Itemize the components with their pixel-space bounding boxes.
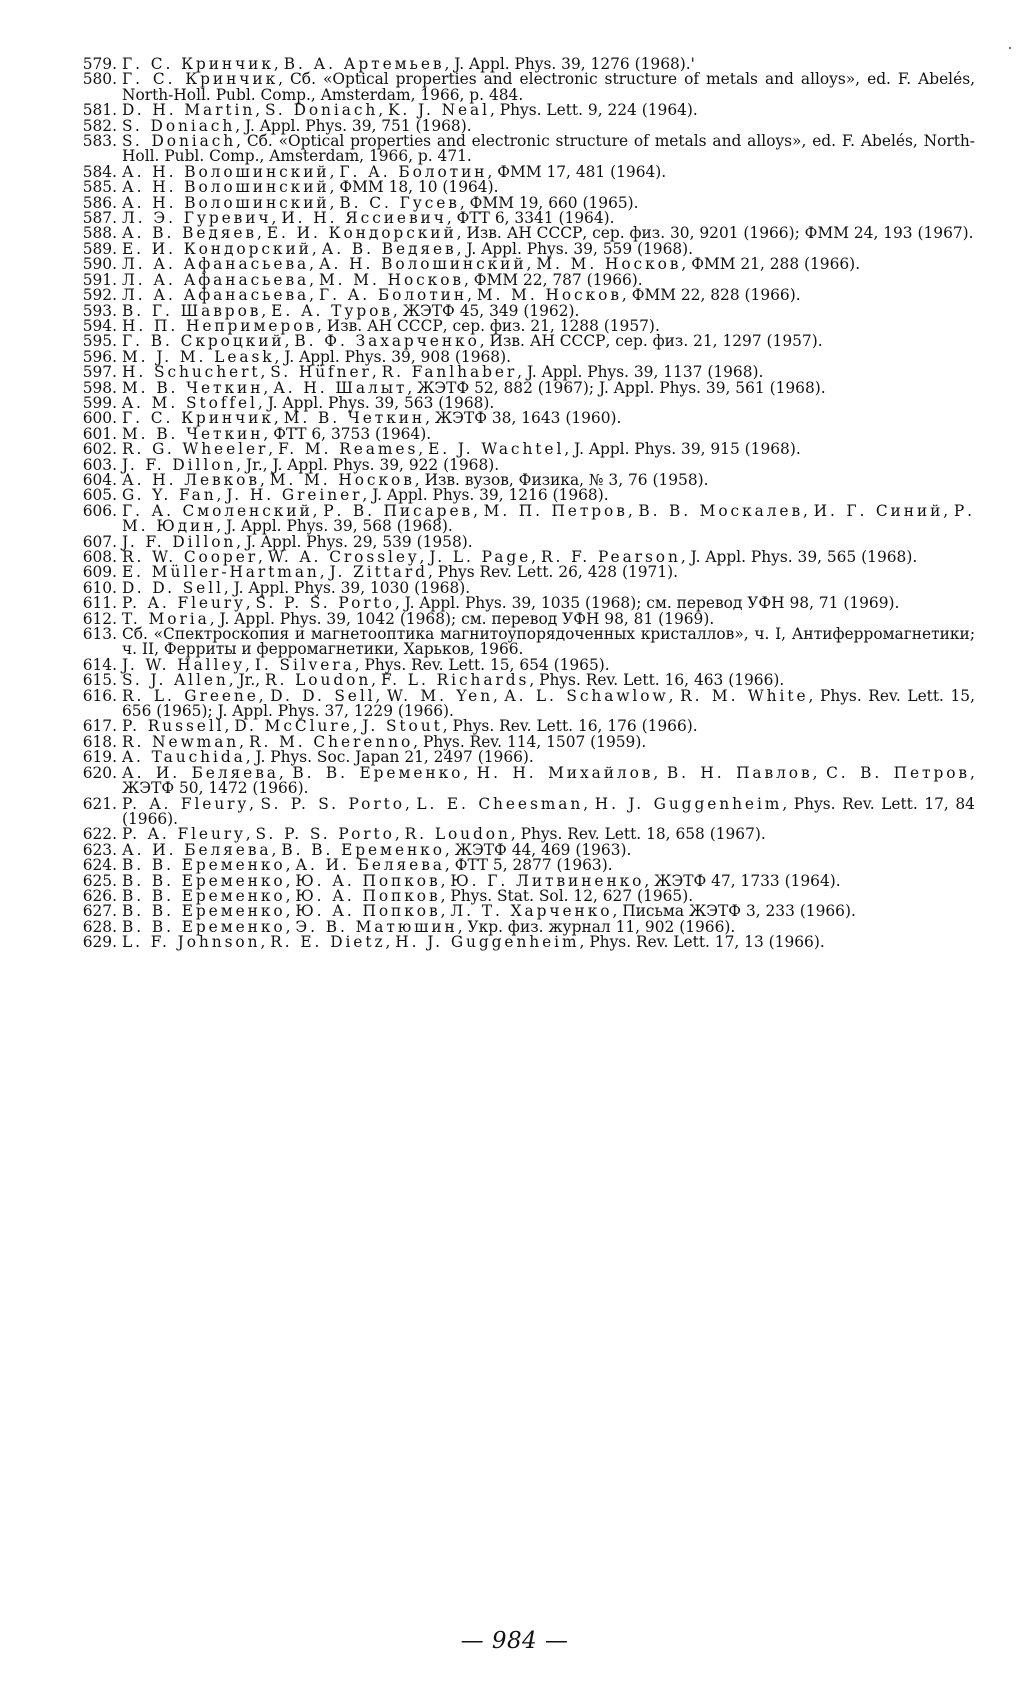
reference-number: 602.: [82, 440, 117, 459]
author-name: R. Newman: [122, 732, 240, 751]
author-name: Г. С. Кринчик: [122, 409, 274, 428]
author-name: A. L. Schawlow: [504, 686, 669, 705]
author-name: S. Doniach: [122, 132, 237, 151]
citation-text: , ФММ 17, 481 (1964).: [487, 162, 667, 181]
reference-item: [75, 794, 975, 828]
citation-text: , Phys. Rev. Lett. 16, 463 (1966).: [529, 671, 785, 690]
citation-text: , J. Appl. Phys. 29, 539 (1958).: [236, 532, 473, 551]
author-name: R. G. Wheeler: [122, 440, 269, 459]
reference-number: 629.: [82, 933, 117, 952]
author-name: M. J. M. Leask: [122, 347, 275, 366]
author-name: А. В. Ведяев: [122, 224, 258, 243]
reference-number: 608.: [82, 548, 117, 566]
citation-text: ,: [404, 794, 417, 813]
citation-text: , J. Appl. Phys. 39, 565 (1968).: [680, 548, 918, 566]
author-name: A. M. Stoffel: [122, 393, 258, 412]
author-name: Г. А. Болотин: [318, 286, 468, 305]
citation-text: ,: [378, 101, 388, 120]
author-name: E. Müller-Hartman: [122, 563, 320, 582]
reference-number: 593.: [82, 301, 117, 320]
citation-text: ,: [812, 763, 827, 782]
author-name: М. В. Четкин: [122, 378, 264, 397]
reference-number: 625.: [82, 871, 117, 890]
reference-text: [122, 686, 975, 721]
reference-number: 582.: [82, 116, 117, 135]
citation-text: ,: [668, 686, 681, 705]
reference-item: [75, 72, 975, 103]
citation-text: , J. Appl. Phys. 39, 1042 (1968); см. перевод УФН 98, 81 (1969).: [209, 609, 715, 628]
author-name: W. M. Yen: [387, 686, 494, 705]
author-name: R. Loudon: [404, 825, 511, 844]
author-name: K. J. Neal: [388, 101, 490, 120]
citation-text: , Сб. «Optical properties and electronic structure of metals and alloys», ed. F. Abelés, North-Holl. Publ. Comp., Amsterdam, 1966, p. 484.: [122, 70, 976, 104]
author-name: J. W. Halley: [122, 655, 246, 674]
citation-text: , J. Appl. Phys. 39, 1216 (1968).: [362, 486, 609, 505]
reference-number: 591.: [82, 270, 117, 289]
citation-text: ,: [467, 286, 477, 305]
reference-number: 622.: [82, 825, 117, 844]
reference-number: 598.: [82, 378, 117, 397]
author-name: J. L. Page: [429, 548, 532, 566]
author-name: E. J. Wachtel: [428, 440, 565, 459]
citation-text: , Phys. Lett. 9, 224 (1964).: [489, 101, 698, 120]
reference-number: 594.: [82, 316, 117, 335]
author-name: И. Г. Синий: [813, 501, 944, 520]
author-name: М. В. Четкин: [122, 424, 264, 443]
reference-number: 613.: [82, 625, 117, 644]
author-name: I. Silvera: [254, 655, 355, 674]
reference-item: [75, 763, 975, 798]
citation-text: , Phys. Rev. Lett. 15, 654 (1965).: [354, 655, 610, 674]
author-name: В. В. Еременко: [281, 840, 445, 859]
author-name: А. И. Беляева: [122, 763, 279, 782]
reference-number: 620.: [82, 763, 117, 782]
reference-number: 604.: [82, 470, 117, 489]
citation-text: , ФММ 22, 828 (1966).: [621, 286, 801, 305]
citation-text: ,: [418, 440, 429, 459]
author-name: Л. А. Афанасьева: [122, 286, 310, 305]
citation-text: ,: [309, 255, 319, 274]
citation-text: ,: [371, 671, 381, 690]
author-name: Г. А. Болотин: [339, 162, 488, 181]
citation-text: , Укр. физ. журнал 11, 902 (1966).: [457, 917, 736, 936]
author-name: Л. А. Афанасьева: [122, 270, 310, 289]
reference-item: [75, 686, 975, 721]
reference-number: 601.: [82, 424, 117, 443]
citation-text: ,: [258, 686, 271, 705]
citation-text: ,: [583, 794, 595, 813]
citation-text: , Изв. АН СССР, сер. физ. 30, 9201 (1966); ФММ 24, 193 (1967).: [456, 224, 974, 243]
author-name: А. Н. Волошинский: [122, 162, 330, 181]
citation-text: , Phys. Rev. Lett. 17, 84 (1966).: [122, 794, 975, 828]
citation-text: , J. Appl. Phys. 39, 563 (1968).: [257, 393, 495, 412]
citation-text: , Письма ЖЭТФ 3, 233 (1966).: [612, 902, 856, 921]
reference-number: 600.: [82, 409, 117, 428]
author-name: Р. М. Юдин: [122, 501, 975, 536]
author-name: Н. П. Непримеров: [122, 316, 317, 335]
author-name: В. Н. Павлов: [666, 763, 813, 782]
author-name: R. Loudon: [265, 671, 372, 690]
reference-number: 603.: [82, 455, 117, 474]
reference-number: 581.: [82, 101, 117, 120]
author-name: L. E. Cheesman: [416, 794, 584, 813]
author-name: М. М. Носков: [318, 270, 465, 289]
citation-text: ,: [312, 501, 324, 520]
author-name: L. F. Johnson: [122, 933, 261, 952]
reference-number: 619.: [82, 748, 117, 767]
author-name: Е. И. Кондорский: [266, 224, 457, 243]
author-name: R. E. Dietz: [270, 933, 386, 952]
author-name: P. A. Fleury: [122, 794, 250, 813]
reference-number: 585.: [82, 178, 117, 197]
reference-item: [75, 627, 975, 658]
citation-text: , ЖЭТФ 50, 1472 (1966).: [122, 763, 975, 798]
citation-text: ,: [440, 871, 451, 890]
author-name: J. F. Dillon: [122, 455, 237, 474]
page-number: — 984 —: [460, 1628, 569, 1654]
reference-number: 616.: [82, 686, 117, 705]
citation-text: ,: [263, 378, 274, 397]
author-name: М. М. Носков: [269, 470, 415, 489]
citation-text: ,: [255, 101, 266, 120]
citation-text: , Jr., J. Appl. Phys. 39, 922 (1968).: [236, 455, 500, 474]
author-name: Р. В. Писарев: [323, 501, 474, 520]
reference-text: [122, 935, 975, 950]
citation-text: ,: [285, 917, 296, 936]
citation-text: ,: [260, 363, 271, 382]
citation-text: ,: [526, 255, 537, 274]
author-name: G. Y. Fan: [122, 486, 217, 505]
citation-text: , Phys Rev. Lett. 26, 428 (1971).: [427, 563, 679, 582]
reference-number: 595.: [82, 332, 117, 351]
reference-number: 583.: [82, 132, 117, 151]
citation-text: ,: [375, 686, 388, 705]
citation-text: ,: [803, 501, 814, 520]
citation-text: , Изв. вузов, Физика, № 3, 76 (1958).: [414, 470, 709, 489]
author-name: S. Doniach: [122, 116, 236, 135]
reference-number: 611.: [82, 594, 117, 613]
citation-text: ,: [309, 270, 319, 289]
author-name: J. F. Dillon: [122, 532, 237, 551]
author-name: S. Doniach: [265, 101, 379, 120]
reference-item: [75, 935, 975, 950]
author-name: М. П. Петров: [483, 501, 628, 520]
reference-number: 599.: [82, 393, 117, 412]
author-name: В. С. Гусев: [339, 193, 460, 212]
author-name: S. Hüfner: [270, 363, 372, 382]
author-name: R. W. Cooper: [122, 548, 259, 566]
author-name: М. М. Носков: [536, 255, 682, 274]
citation-text: ,: [257, 224, 267, 243]
reference-number: 618.: [82, 732, 117, 751]
author-name: Л. Т. Харченко: [450, 902, 613, 921]
author-name: И. Н. Яссиевич: [281, 209, 447, 228]
citation-text: ,: [258, 548, 268, 566]
reference-text: [122, 134, 975, 165]
author-name: Э. В. Матюшин: [295, 917, 458, 936]
author-name: А. Н. Волошинский: [122, 193, 330, 212]
author-name: Г. С. Кринчик: [122, 70, 279, 89]
reference-item: [75, 501, 975, 536]
reference-number: 590.: [82, 255, 117, 274]
reference-number: 597.: [82, 363, 117, 382]
author-name: Ю. Г. Литвиненко: [450, 871, 645, 890]
citation-text: ,: [943, 501, 954, 520]
author-name: Г. А. Смоленский: [122, 501, 313, 520]
author-name: W. A. Crossley: [267, 548, 420, 566]
citation-text: , Phys. Rev. 114, 1507 (1959).: [413, 732, 647, 751]
reference-number: 596.: [82, 347, 117, 366]
citation-text: ,: [245, 594, 256, 613]
author-name: Ю. А. Попков: [295, 886, 441, 905]
citation-text: ,: [371, 363, 382, 382]
citation-text: ,: [463, 763, 477, 782]
author-name: А. Н. Волошинский: [122, 178, 330, 197]
reference-number: 612.: [82, 609, 117, 628]
reference-number: 579.: [82, 55, 117, 73]
reference-text: [122, 763, 975, 798]
author-name: В. А. Артемьев: [283, 55, 445, 73]
citation-text: ,: [245, 655, 255, 674]
citation-text: ,: [261, 301, 272, 320]
citation-text: ,: [319, 563, 330, 582]
author-name: Ю. А. Попков: [295, 902, 441, 921]
author-name: А. И. Беляева: [295, 856, 445, 875]
reference-number: 584.: [82, 162, 117, 181]
author-name: А. Н. Волошинский: [318, 255, 527, 274]
citation-text: , Phys. Rev. Lett. 15, 656 (1965); J. Appl. Phys. 37, 1229 (1966).: [122, 686, 975, 721]
citation-text: ,: [239, 732, 249, 751]
author-name: P. A. Fleury: [122, 825, 246, 844]
author-name: В. В. Еременко: [122, 886, 286, 905]
author-name: J. Stout: [362, 717, 443, 736]
reference-text: [122, 72, 975, 103]
citation-text: , ФТТ 5, 2877 (1963).: [444, 856, 613, 875]
citation-text: , Phys. Rev. Lett. 17, 13 (1966).: [579, 933, 825, 952]
reference-number: 607.: [82, 532, 117, 551]
citation-text: ,: [284, 332, 295, 351]
reference-number: 580.: [82, 70, 117, 89]
citation-text: Сб. «Спектроскопия и магнетооптика магнитоупорядоченных кристаллов», ч. I, Антиферромагнетики; ч. II, Ферриты и ферромагнетики, Харьков, 1966.: [122, 625, 975, 659]
citation-text: ,: [278, 763, 293, 782]
citation-text: ,: [493, 686, 505, 705]
citation-text: ,: [627, 501, 639, 520]
author-name: Л. А. Афанасьева: [122, 255, 310, 274]
citation-text: , J. Appl. Phys. 39, 1030 (1968).: [223, 578, 471, 597]
citation-text: ,: [419, 548, 430, 566]
citation-text: ,: [329, 193, 340, 212]
author-name: S. P. S. Porto: [255, 825, 395, 844]
citation-text: , ФММ 18, 10 (1964).: [329, 178, 499, 197]
author-name: В. В. Еременко: [122, 917, 286, 936]
citation-text: , J. Appl. Phys. 39, 1035 (1968); см. перевод УФН 98, 71 (1969).: [394, 594, 900, 613]
citation-text: , J. Phys. Soc. Japan 21, 2497 (1966).: [245, 748, 534, 767]
citation-text: , ФММ 21, 288 (1966).: [681, 255, 861, 274]
author-name: R. M. Cherenno: [248, 732, 414, 751]
author-name: Г. С. Кринчик: [122, 55, 274, 73]
author-name: В. В. Еременко: [122, 856, 286, 875]
reference-number: 592.: [82, 286, 117, 305]
author-name: С. В. Петров: [826, 763, 971, 782]
citation-text: , ФТТ 6, 3341 (1964).: [446, 209, 615, 228]
reference-number: 606.: [82, 501, 117, 520]
author-name: Е. А. Туров: [271, 301, 393, 320]
reference-number: 626.: [82, 886, 117, 905]
citation-text: , J. Appl. Phys. 39, 915 (1968).: [564, 440, 801, 459]
citation-text: , J. Appl. Phys. 39, 751 (1968).: [235, 116, 472, 135]
citation-text: , Phys. Rev. Lett. 18, 658 (1967).: [510, 825, 766, 844]
citation-text: ,: [260, 933, 271, 952]
author-name: Н. Н. Михайлов: [476, 763, 654, 782]
author-name: P. A. Fleury: [122, 594, 246, 613]
citation-text: ,: [285, 886, 296, 905]
reference-number: 614.: [82, 655, 117, 674]
citation-text: ,: [259, 470, 270, 489]
citation-text: , ФТТ 6, 3753 (1964).: [263, 424, 432, 443]
citation-text: , J. Appl. Phys. 39, 908 (1968).: [274, 347, 511, 366]
citation-text: , ЖЭТФ 45, 349 (1962).: [392, 301, 580, 320]
author-name: В. В. Еременко: [292, 763, 464, 782]
citation-text: ,: [273, 55, 284, 73]
citation-text: , ЖЭТФ 47, 1733 (1964).: [644, 871, 841, 890]
author-name: В. Ф. Захарченко: [294, 332, 480, 351]
reference-item: [75, 134, 975, 165]
author-name: H. Schuchert: [122, 363, 261, 382]
citation-text: ,: [352, 717, 363, 736]
reference-number: 586.: [82, 193, 117, 212]
author-name: Е. И. Кондорский: [122, 239, 312, 258]
citation-text: , ФММ 19, 660 (1965).: [459, 193, 639, 212]
author-name: R. F. Pearson: [540, 548, 681, 566]
author-name: А. В. Ведяев: [321, 239, 457, 258]
reference-list: [75, 57, 975, 951]
citation-text: ,: [653, 763, 667, 782]
reference-text: [122, 627, 975, 658]
citation-text: ,: [271, 840, 282, 859]
author-name: H. J. Guggenheim: [395, 933, 580, 952]
author-name: R. M. White: [680, 686, 809, 705]
citation-text: ,: [394, 825, 405, 844]
reference-number: 587.: [82, 209, 117, 228]
reference-number: 605.: [82, 486, 117, 505]
citation-text: , ЖЭТФ 38, 1643 (1960).: [425, 409, 622, 428]
citation-text: ,: [285, 856, 296, 875]
reference-number: 623.: [82, 840, 117, 859]
author-name: S. P. S. Porto: [260, 794, 405, 813]
citation-text: ,: [285, 902, 296, 921]
citation-text: ,: [309, 286, 319, 305]
citation-text: ,: [245, 825, 256, 844]
author-name: F. M. Reames: [278, 440, 419, 459]
reference-number: 615.: [82, 671, 117, 690]
author-name: H. J. Guggenheim: [594, 794, 783, 813]
reference-number: 624.: [82, 856, 117, 875]
author-name: В. В. Еременко: [122, 871, 286, 890]
citation-text: , Сб. «Optical properties and electronic structure of metals and alloys», ed. F. Abelés, North-Holl. Publ. Comp., Amsterdam, 1966, p. 471.: [122, 132, 976, 166]
citation-text: ,: [531, 548, 541, 566]
citation-text: , Изв. АН СССР, сер. физ. 21, 1288 (1957).: [317, 316, 660, 335]
citation-text: , ЖЭТФ 44, 469 (1963).: [444, 840, 632, 859]
author-name: A. Tauchida: [122, 748, 246, 767]
reference-text: [122, 794, 975, 828]
citation-text: ,: [216, 486, 227, 505]
author-name: D. McClure: [234, 717, 353, 736]
author-name: М. В. Четкин: [283, 409, 426, 428]
author-name: D. H. Martin: [122, 101, 256, 120]
author-name: А. Н. Левков: [122, 470, 260, 489]
author-name: R. L. Greene: [122, 686, 259, 705]
reference-number: 589.: [82, 239, 117, 258]
author-name: В. В. Москалев: [638, 501, 804, 520]
citation-text: ,: [273, 409, 284, 428]
citation-text: , Jr.,: [228, 671, 266, 690]
citation-text: , Phys. Rev. Lett. 16, 176 (1966).: [442, 717, 698, 736]
citation-text: , Изв. АН СССР, сер. физ. 21, 1297 (1957).: [479, 332, 823, 351]
citation-text: ,: [473, 501, 484, 520]
author-name: D. D. Sell: [270, 686, 376, 705]
reference-number: 621.: [82, 794, 117, 813]
reference-number: 609.: [82, 563, 117, 582]
author-name: F. L. Richards: [380, 671, 530, 690]
author-name: А. Н. Шалыт: [273, 378, 408, 397]
citation-text: , J. Appl. Phys. 39, 1276 (1968).': [444, 55, 695, 73]
citation-text: ,: [271, 209, 282, 228]
author-name: В. В. Еременко: [122, 902, 286, 921]
citation-text: ,: [440, 902, 451, 921]
reference-text: [122, 501, 975, 536]
citation-text: , J. Appl. Phys. 39, 559 (1968).: [456, 239, 694, 258]
reference-number: 617.: [82, 717, 117, 736]
author-name: R. Fanlhaber: [381, 363, 518, 382]
citation-text: , ФММ 22, 787 (1966).: [464, 270, 643, 289]
reference-number: 628.: [82, 917, 117, 936]
citation-text: ,: [249, 794, 261, 813]
author-name: А. И. Беляева: [122, 840, 272, 859]
citation-text: ,: [224, 717, 235, 736]
citation-text: , J. Appl. Phys. 39, 1137 (1968).: [517, 363, 764, 382]
citation-text: , ЖЭТФ 52, 882 (1967); J. Appl. Phys. 39, 561 (1968).: [407, 378, 826, 397]
author-name: Л. Э. Гуревич: [122, 209, 272, 228]
author-name: J. H. Greiner: [226, 486, 363, 505]
author-name: S. J. Allen: [122, 671, 229, 690]
citation-text: , J. Appl. Phys. 39, 568 (1968).: [216, 517, 453, 536]
author-name: D. D. Sell: [122, 578, 224, 597]
reference-number: 627.: [82, 902, 117, 921]
reference-number: 610.: [82, 578, 117, 597]
citation-text: ,: [268, 440, 279, 459]
citation-text: ,: [311, 239, 322, 258]
citation-text: , Phys. Stat. Sol. 12, 627 (1965).: [440, 886, 694, 905]
scan-speck: [1009, 47, 1011, 49]
author-name: T. Moria: [122, 609, 210, 628]
author-name: S. P. S. Porto: [255, 594, 395, 613]
author-name: J. Zittard: [329, 563, 428, 582]
author-name: М. М. Носков: [476, 286, 622, 305]
citation-text: ,: [285, 871, 296, 890]
author-name: В. Г. Шавров: [122, 301, 262, 320]
author-name: Г. В. Скроцкий: [122, 332, 285, 351]
author-name: Ю. А. Попков: [295, 871, 441, 890]
citation-text: ,: [329, 162, 340, 181]
author-name: P. Russell: [122, 717, 225, 736]
reference-number: 588.: [82, 224, 117, 243]
citation-text: ,: [385, 933, 396, 952]
